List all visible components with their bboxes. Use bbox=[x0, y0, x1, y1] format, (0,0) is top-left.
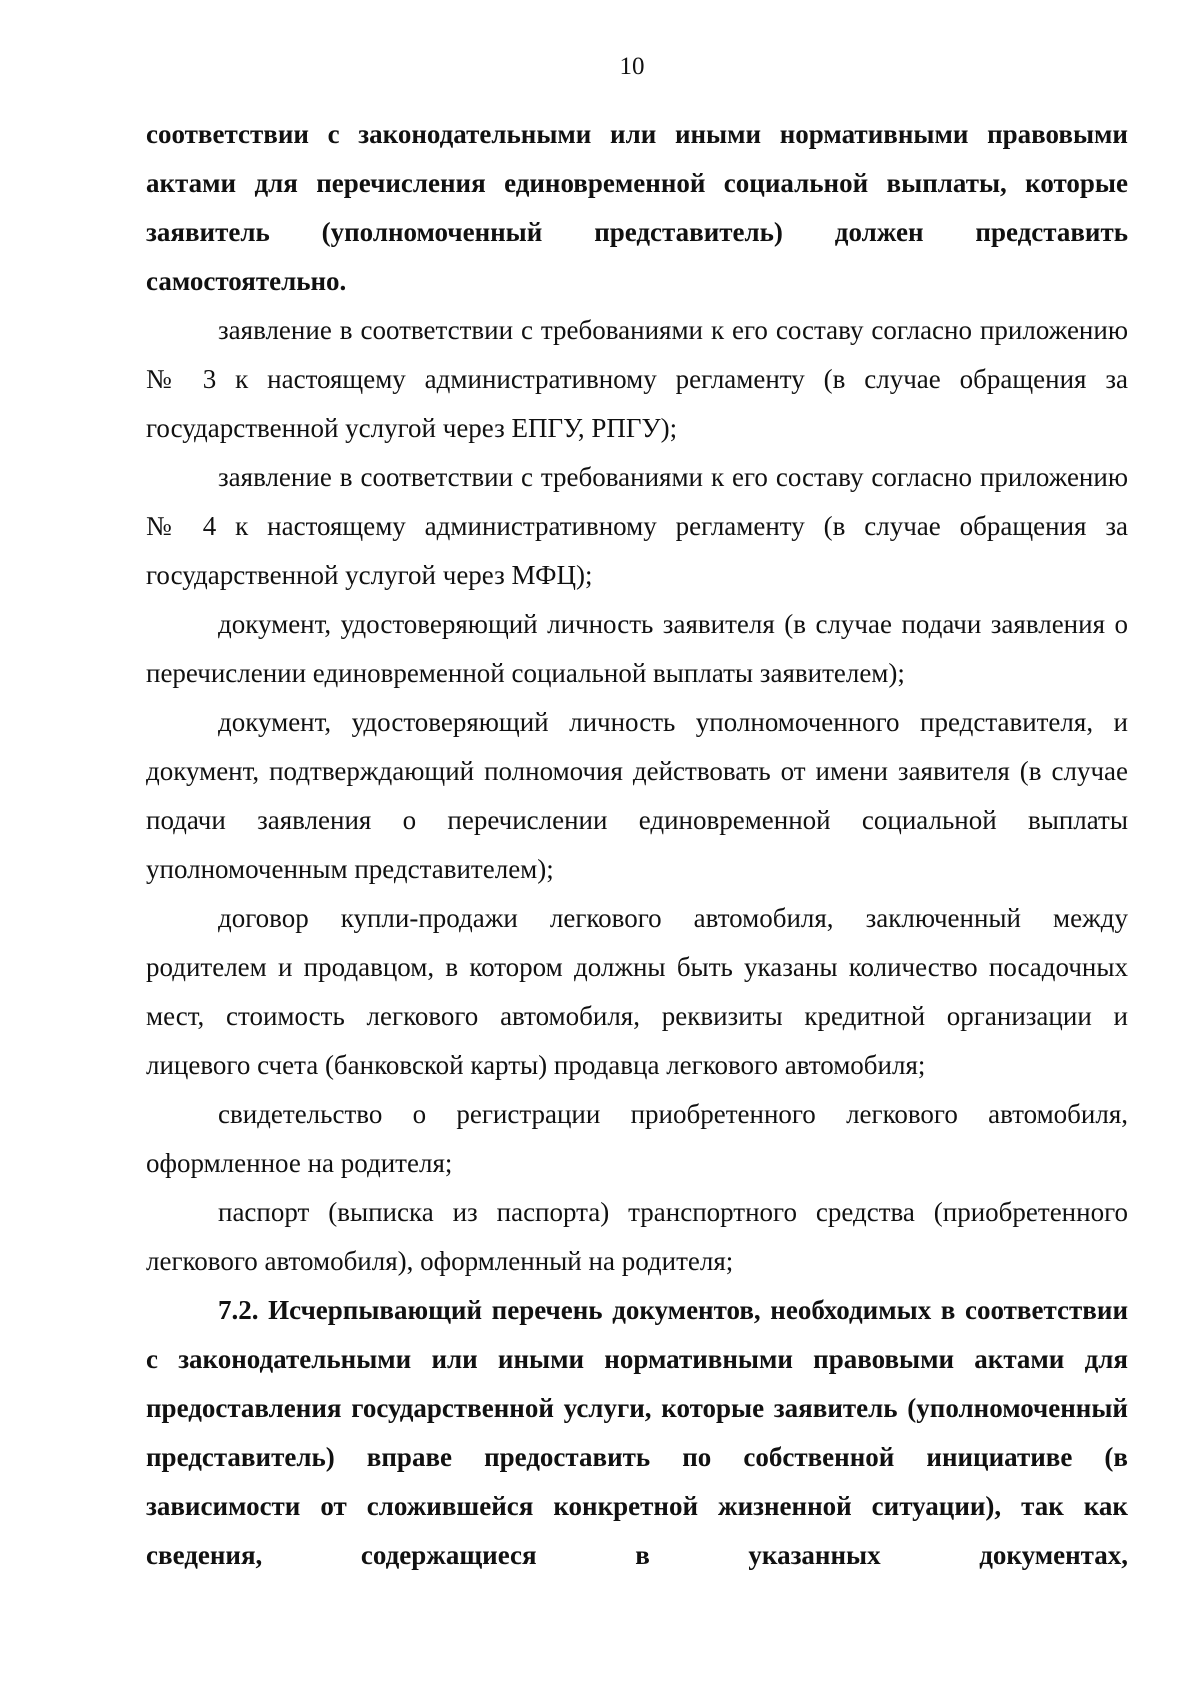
list-item-application-epgu: заявление в соответствии с требованиями к его составу согласно приложению № 3 к настоящему административному регламенту (в случае обращения за государственной услугой через ЕПГУ, РПГУ); bbox=[146, 315, 1128, 443]
bold-paragraph-continuation: соответствии с законодательными или иными нормативными правовыми актами для перечисления единовременной социальной выплаты, которые заявитель (уполномоченный представитель) должен представить самостоятельно. bbox=[146, 119, 1128, 296]
list-item-applicant-id: документ, удостоверяющий личность заявителя (в случае подачи заявления о перечислении единовременной социальной выплаты заявителем); bbox=[146, 609, 1128, 688]
document-body bbox=[146, 110, 1128, 1580]
list-item-application-mfc: заявление в соответствии с требованиями к его составу согласно приложению № 4 к настоящему административному регламенту (в случае обращения за государственной услугой через МФЦ); bbox=[146, 462, 1128, 590]
list-item-registration-certificate: свидетельство о регистрации приобретенного легкового автомобиля, оформленное на родителя; bbox=[146, 1099, 1128, 1178]
list-item-representative-id: документ, удостоверяющий личность уполномоченного представителя, и документ, подтверждающий полномочия действовать от имени заявителя (в случае подачи заявления о перечислении единовременной социальной выплаты уполномоченным представителем); bbox=[146, 707, 1128, 884]
list-item-vehicle-passport: паспорт (выписка из паспорта) транспортного средства (приобретенного легкового автомобиля), оформленный на родителя; bbox=[146, 1197, 1128, 1276]
page-number: 10 bbox=[619, 53, 645, 80]
section-7-2-paragraph: 7.2. Исчерпывающий перечень документов, необходимых в соответствии с законодательными или иными нормативными правовыми актами для предоставления государственной услуги, которые заявитель (уполномоченный представитель) вправе предоставить по собственной инициативе (в зависимости от сложившейся конкретной жизненной ситуации), так как сведения, содержащиеся в указанных документах, bbox=[146, 1295, 1128, 1570]
list-item-sale-contract: договор купли-продажи легкового автомобиля, заключенный между родителем и продавцом, в котором должны быть указаны количество посадочных мест, стоимость легкового автомобиля, реквизиты кредитной организации и лицевого счета (банковской карты) продавца легкового автомобиля; bbox=[146, 903, 1128, 1080]
